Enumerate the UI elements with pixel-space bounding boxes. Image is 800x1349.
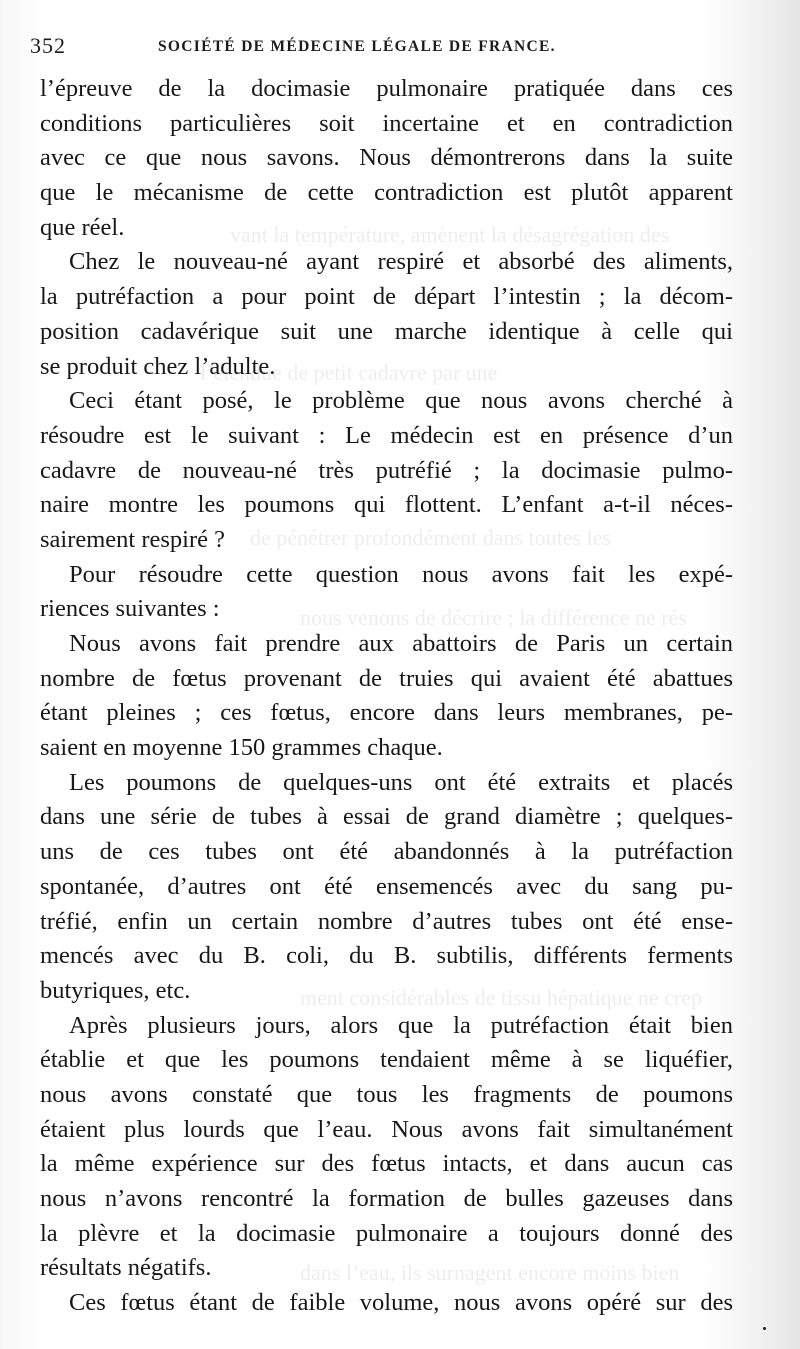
- text-line: dans une série de tubes à essai de grand diamètre ; quelques-: [40, 803, 733, 831]
- show-through-text: dans l’eau, ils surnagent encore moins bien: [300, 1260, 680, 1285]
- text-line: se produit chez l’adulte.: [40, 352, 276, 380]
- text-line: étant pleines ; ces fœtus, encore dans leurs membranes, pe-: [40, 699, 733, 727]
- text-line: que le mécanisme de cette contradiction est plutôt apparent: [40, 179, 733, 207]
- text-line: établie et que les poumons tendaient même à se liquéfier,: [40, 1046, 733, 1074]
- text-line: que réel.: [40, 213, 125, 241]
- text-line: Nous avons fait prendre aux abattoirs de Paris un certain: [69, 630, 733, 657]
- page-number: 352: [30, 33, 66, 58]
- running-head: SOCIÉTÉ DE MÉDECINE LÉGALE DE FRANCE.: [158, 38, 556, 55]
- text-line: naire montre les poumons qui flottent. L’enfant a-t-il néces-: [40, 491, 733, 519]
- text-line: résultats négatifs.: [40, 1254, 212, 1282]
- text-line: conditions particulières soit incertaine et en contradiction: [40, 109, 733, 137]
- text-line: étaient plus lourds que l’eau. Nous avons fait simultanément: [40, 1115, 733, 1143]
- show-through-text: de pénétrer profondément dans toutes les: [250, 525, 612, 550]
- text-line: position cadavérique suit une marche identique à celle qui: [40, 317, 733, 345]
- body-text: [40, 72, 733, 1321]
- text-line: Pour résoudre cette question nous avons fait les expé-: [69, 560, 733, 588]
- text-line: nous avons constaté que tous les fragments de poumons: [40, 1080, 733, 1108]
- text-line: Après plusieurs jours, alors que la putréfaction était bien: [69, 1011, 733, 1039]
- text-line: saient en moyenne 150 grammes chaque.: [40, 734, 443, 762]
- text-line: riences suivantes :: [40, 595, 220, 623]
- show-through-text: vant la température, amènent la désagrégation des: [230, 222, 670, 247]
- text-line: la putréfaction a pour point de départ l’intestin ; la décom-: [40, 283, 733, 311]
- show-through-text: nous venons de décrire ; la différence ne rés: [300, 605, 687, 630]
- show-through-text: l’étendue de petit cadavre par une: [200, 360, 498, 385]
- text-line: tréfié, enfin un certain nombre d’autres tubes ont été ense-: [40, 907, 733, 935]
- text-line: nombre de fœtus provenant de truies qui avaient été abattues: [40, 664, 733, 692]
- text-line: Les poumons de quelques-uns ont été extraits et placés: [69, 768, 733, 796]
- text-line: mencés avec du B. coli, du B. subtilis, différents ferments: [40, 942, 733, 970]
- text-line: la plèvre et la docimasie pulmonaire a toujours donné des: [40, 1219, 733, 1247]
- text-line: Ces fœtus étant de faible volume, nous avons opéré sur des: [69, 1289, 733, 1317]
- text-line: butyriques, etc.: [40, 976, 191, 1004]
- text-line: Chez le nouveau-né ayant respiré et absorbé des aliments,: [69, 248, 733, 276]
- text-line: avec ce que nous savons. Nous démontrerons dans la suite: [40, 144, 733, 172]
- text-line: Ceci étant posé, le problème que nous avons cherché à: [69, 387, 733, 415]
- page-header: [30, 33, 750, 63]
- text-line: spontanée, d’autres ont été ensemencés avec du sang pu-: [40, 872, 733, 900]
- text-line: sairement respiré ?: [40, 525, 226, 553]
- text-line: nous n’avons rencontré la formation de bulles gazeuses dans: [40, 1185, 733, 1212]
- show-through-text: ment considérables de tissu hépatique ne crep: [300, 985, 702, 1010]
- text-line: cadavre de nouveau-né très putréfié ; la docimasie pulmo-: [40, 456, 733, 484]
- text-line: l’épreuve de la docimasie pulmonaire pratiquée dans ces: [40, 75, 733, 102]
- speck: [763, 1327, 766, 1330]
- text-line: résoudre est le suivant : Le médecin est en présence d’un: [40, 421, 733, 449]
- text-line: la même expérience sur des fœtus intacts, et dans aucun cas: [40, 1150, 733, 1178]
- text-line: uns de ces tubes ont été abandonnés à la putréfaction: [40, 838, 733, 866]
